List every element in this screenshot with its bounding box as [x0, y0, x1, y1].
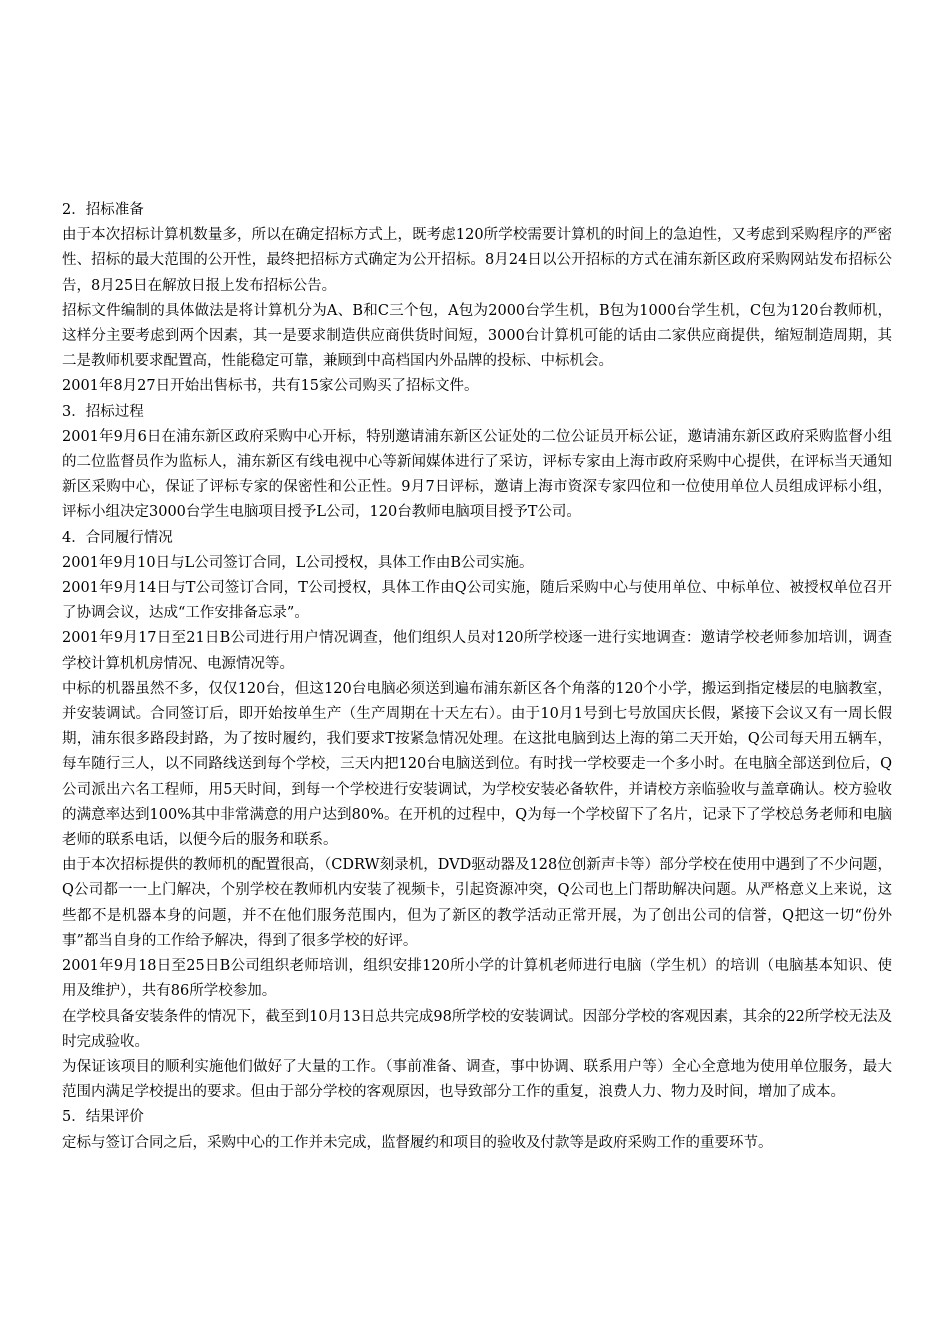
section-heading-bid-preparation: 2．招标准备 [62, 202, 144, 218]
paragraph: 2001年9月14日与T公司签订合同，T公司授权，具体工作由Q公司实施，随后采购中心与使用单位、中标单位、被授权单位召开了协调会议，达成“工作安排备忘录”。 [62, 580, 892, 622]
paragraph: 2001年8月27日开始出售标书，共有15家公司购买了招标文件。 [62, 378, 479, 395]
paragraph: 在学校具备安装条件的情况下，截至到10月13日总共完成98所学校的安装调试。因部分学校的客观因素，其余的22所学校无法及时完成验收。 [62, 1008, 892, 1050]
paragraph: 定标与签订合同之后，采购中心的工作并未完成，监督履约和项目的验收及付款等是政府采购工作的重要环节。 [62, 1134, 773, 1151]
paragraph: 中标的机器虽然不多，仅仅120台，但这120台电脑必须送到遍布浦东新区各个角落的120个小学，搬运到指定楼层的电脑教室，并安装调试。合同签订后，即开始按单生产（生产周期在十天左右）。由于10月1号到七号放国庆长假，紧接下会议又有一周长假期，浦东很多路段封路，为了按时履约，我们要求T按紧急情况处理。在这批电脑到达上海的第二天开始，Q公司每天用五辆车，每车随行三人，以不同路线送到每个学校，三天内把120台电脑送到位。有时找一学校要走一个多小时。在电脑全部送到位后，Q公司派出六名工程师，用5天时间，到每一个学校进行安装调试，为学校安装必备软件，并请校方亲临验收与盖章确认。校方验收的满意率达到100%其中非常满意的用户达到80%。在开机的过程中，Q为每一个学校留下了名片，记录下了学校总务老师和电脑老师的联系电话，以便今后的服务和联系。 [62, 680, 892, 849]
section-heading-result-evaluation: 5．结果评价 [62, 1109, 144, 1126]
paragraph: 2001年9月17日至21日B公司进行用户情况调查，他们组织人员对120所学校逐一进行实地调查：邀请学校老师参加培训，调查学校计算机机房情况、电源情况等。 [62, 630, 892, 672]
paragraph: 2001年9月6日在浦东新区政府采购中心开标，特别邀请浦东新区公证处的二位公证员开标公证，邀请浦东新区政府采购监督小组的二位监督员作为监标人，浦东新区有线电视中心等新闻媒体进行了采访，评标专家由上海市政府采购中心提供，在评标当天通知新区采购中心，保证了评标专家的保密性和公正性。9月7日评标，邀请上海市资深专家四位和一位使用单位人员组成评标小组，评标小组决定3000台学生电脑项目授予L公司，120台教师电脑项目授予T公司。 [62, 428, 892, 521]
paragraph: 2001年9月18日至25日B公司组织老师培训，组织安排120所小学的计算机老师进行电脑（学生机）的培训（电脑基本知识、使用及维护），共有86所学校参加。 [62, 958, 892, 1000]
paragraph: 由于本次招标计算机数量多，所以在确定招标方式上，既考虑120所学校需要计算机的时间上的急迫性，又考虑到采购程序的严密性、招标的最大范围的公开性，最终把招标方式确定为公开招标。8月24日以公开招标的方式在浦东新区政府采购网站发布招标公告，8月25日在解放日报上发布招标公告。 [62, 227, 892, 294]
paragraph: 为保证该项目的顺利实施他们做好了大量的工作。（事前准备、调查，事中协调、联系用户等）全心全意地为使用单位服务，最大范围内满足学校提出的要求。但由于部分学校的客观原因，也导致部分工作的重复，浪费人力、物力及时间，增加了成本。 [62, 1058, 892, 1101]
paragraph: 招标文件编制的具体做法是将计算机分为A、B和C三个包，A包为2000台学生机，B包为1000台学生机，C包为120台教师机，这样分主要考虑到两个因素，其一是要求制造供应商供货时间短，3000台计算机可能的话由二家供应商提供，缩短制造周期，其二是教师机要求配置高，性能稳定可靠，兼顾到中高档国内外品牌的投标、中标机会。 [62, 302, 892, 370]
paragraph: 由于本次招标提供的教师机的配置很高，（CDRW刻录机，DVD驱动器及128位创新声卡等）部分学校在使用中遇到了不少问题，Q公司都一一上门解决，个别学校在教师机内安装了视频卡，引起资源冲突，Q公司也上门帮助解决问题。从严格意义上来说，这些都不是机器本身的问题，并不在他们服务范围内，但为了新区的教学活动正常开展，为了创出公司的信誉，Q把这一切“份外事”都当自身的工作给予解决，得到了很多学校的好评。 [62, 857, 892, 949]
section-heading-bid-process: 3．招标过程 [62, 403, 144, 420]
section-heading-contract-performance: 4．合同履行情况 [62, 529, 173, 546]
document-body [62, 198, 892, 1156]
paragraph: 2001年9月10日与L公司签订合同，L公司授权，具体工作由B公司实施。 [62, 554, 534, 571]
